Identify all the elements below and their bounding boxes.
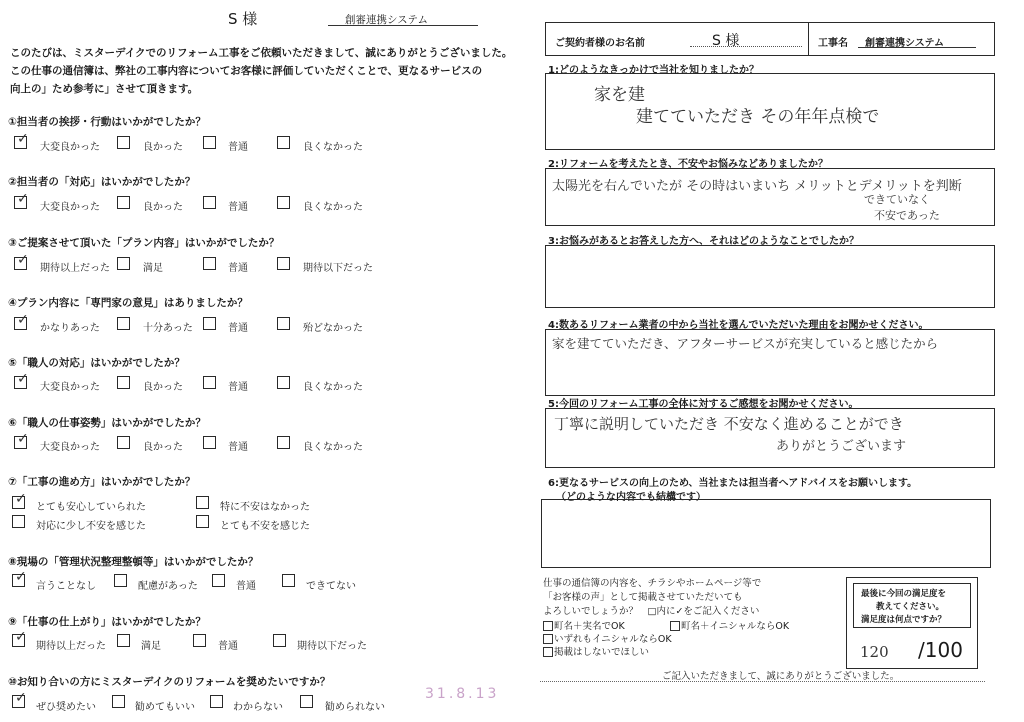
answer-2-line-1: 太陽光を右んでいたが その時はいまいち メリットとデメリットを判断 xyxy=(552,179,962,194)
score-value[interactable]: 120 xyxy=(860,643,889,661)
question-9: ⑨「仕事の仕上がり」はいかがでしたか？ xyxy=(8,616,206,628)
answer-5-line-2: ありがとうございます xyxy=(776,439,907,454)
right-question-6-line-2: （どのような内容でも結構です） xyxy=(556,492,706,503)
answer-box-4[interactable] xyxy=(545,329,995,396)
right-question-2: 2:リフォームを考えたとき、不安やお悩みなどありましたか？ xyxy=(548,159,829,170)
consent-line-1: 仕事の通信簿の内容を、チラシやホームページ等で xyxy=(543,578,762,589)
right-question-6-line-1: 6:更なるサービスの向上のため、当社または担当者へアドバイスをお願いします。 xyxy=(548,478,918,489)
q7-option-2: 特に不安はなかった xyxy=(220,502,310,513)
q8-option-1: 言うことなし xyxy=(36,581,96,592)
q10-option-1: ぜひ奨めたい xyxy=(36,702,96,713)
q8-checkbox-1[interactable] xyxy=(12,569,27,587)
score-max: /100 xyxy=(918,638,963,662)
q2-option-1: 大変良かった xyxy=(40,202,100,213)
q1-checkbox-2[interactable] xyxy=(117,136,130,149)
check-mark-icon: ✓ xyxy=(17,312,29,328)
q5-checkbox-3[interactable] xyxy=(203,376,216,389)
q4-checkbox-2[interactable] xyxy=(117,317,130,330)
q10-option-4: 勧められない xyxy=(325,702,385,713)
q5-option-4: 良くなかった xyxy=(303,382,363,393)
right-question-5: 5:今回のリフォーム工事の全体に対するご感想をお聞かせください。 xyxy=(548,399,859,410)
q10-checkbox-1[interactable] xyxy=(12,690,27,708)
q3-option-4: 期待以下だった xyxy=(303,263,373,274)
footer-line xyxy=(540,681,985,682)
answer-box-3[interactable] xyxy=(545,245,995,308)
q2-checkbox-1[interactable] xyxy=(14,191,29,209)
q9-checkbox-1[interactable] xyxy=(12,629,27,647)
q3-checkbox-3[interactable] xyxy=(203,257,216,270)
q9-option-3: 普通 xyxy=(218,641,238,652)
consent-checkbox-1[interactable] xyxy=(543,621,553,631)
q1-option-2: 良かった xyxy=(143,142,183,153)
question-8: ⑧現場の「管理状況整理整頓等」はいかがでしたか？ xyxy=(8,556,259,568)
right-customer-name: S 様 xyxy=(712,33,740,49)
answer-2-line-3: 不安であった xyxy=(874,209,940,222)
answer-box-5[interactable] xyxy=(545,408,995,468)
q7-checkbox-4[interactable] xyxy=(196,515,209,528)
q7-checkbox-1[interactable] xyxy=(12,491,27,509)
check-mark-icon: ✓ xyxy=(17,191,29,207)
answer-2-line-2: できていなく xyxy=(864,193,930,206)
q3-option-2: 満足 xyxy=(143,263,163,274)
q8-option-3: 普通 xyxy=(236,581,256,592)
question-7: ⑦「工事の進め方」はいかがでしたか？ xyxy=(8,476,196,488)
score-prompt-1: 最後に今回の満足度を xyxy=(861,589,947,599)
q1-checkbox-1[interactable] xyxy=(14,131,29,149)
q8-checkbox-3[interactable] xyxy=(212,574,225,587)
q1-option-4: 良くなかった xyxy=(303,142,363,153)
name-underline xyxy=(690,46,802,47)
q5-checkbox-4[interactable] xyxy=(277,376,290,389)
q6-option-3: 普通 xyxy=(228,442,248,453)
footer-thanks: ご記入いただきまして、誠にありがとうございました。 xyxy=(662,671,900,682)
company-name: 創審連携システム xyxy=(345,14,428,26)
header-divider xyxy=(808,22,809,56)
answer-box-2[interactable] xyxy=(545,168,995,226)
q3-option-1: 期待以上だった xyxy=(40,263,110,274)
q1-option-3: 普通 xyxy=(228,142,248,153)
q2-checkbox-2[interactable] xyxy=(117,196,130,209)
q4-option-4: 殆どなかった xyxy=(303,323,363,334)
right-question-1: 1:どのようなきっかけで当社を知りましたか？ xyxy=(548,65,759,76)
score-prompt-3: 満足度は何点ですか？ xyxy=(861,615,947,625)
q3-checkbox-2[interactable] xyxy=(117,257,130,270)
q1-checkbox-3[interactable] xyxy=(203,136,216,149)
q2-checkbox-4[interactable] xyxy=(277,196,290,209)
q1-option-1: 大変良かった xyxy=(40,142,100,153)
q7-option-3: 対応に少し不安を感じた xyxy=(36,521,146,532)
right-question-4: 4:数あるリフォーム業者の中から当社を選んでいただいた理由をお聞かせください。 xyxy=(548,320,929,331)
q7-checkbox-3[interactable] xyxy=(12,515,25,528)
project-label: 工事名 xyxy=(818,38,848,49)
answer-5-line-1: 丁寧に説明していただき 不安なく進めることができ xyxy=(554,415,904,433)
q8-option-2: 配慮があった xyxy=(138,581,198,592)
q9-option-2: 満足 xyxy=(141,641,161,652)
answer-4: 家を建てていただき、アフターサービスが充実していると感じたから xyxy=(552,336,939,351)
customer-label: ご契約者様のお名前 xyxy=(555,38,645,49)
check-mark-icon: ✓ xyxy=(15,491,27,507)
q9-checkbox-2[interactable] xyxy=(117,634,130,647)
score-prompt-2: 教えてください。 xyxy=(876,602,945,612)
q2-option-2: 良かった xyxy=(143,202,183,213)
q6-option-1: 大変良かった xyxy=(40,442,100,453)
question-4: ④プラン内容に「専門家の意見」はありましたか？ xyxy=(8,297,248,309)
q7-checkbox-2[interactable] xyxy=(196,496,209,509)
question-3: ③ご提案させて頂いた「プラン内容」はいかがでしたか？ xyxy=(8,237,280,249)
q6-checkbox-1[interactable] xyxy=(14,431,29,449)
question-2: ②担当者の「対応」はいかがでしたか？ xyxy=(8,176,196,188)
q5-option-3: 普通 xyxy=(228,382,248,393)
q3-checkbox-4[interactable] xyxy=(277,257,290,270)
q9-option-4: 期待以下だった xyxy=(297,641,367,652)
q4-option-3: 普通 xyxy=(228,323,248,334)
consent-checkbox-4[interactable] xyxy=(543,647,553,657)
q2-option-4: 良くなかった xyxy=(303,202,363,213)
check-mark-icon: ✓ xyxy=(15,569,27,585)
intro-line-3: 向上の」ため参考に」させて頂きます。 xyxy=(10,83,199,95)
q1-checkbox-4[interactable] xyxy=(277,136,290,149)
q3-checkbox-1[interactable] xyxy=(14,252,29,270)
project-underline xyxy=(858,47,976,48)
q4-option-1: かなりあった xyxy=(40,323,100,334)
check-mark-icon: ✓ xyxy=(17,371,29,387)
q10-checkbox-4[interactable] xyxy=(300,695,313,708)
q10-option-3: わからない xyxy=(233,702,283,713)
check-mark-icon: ✓ xyxy=(17,131,29,147)
intro-line-1: このたびは、ミスターデイクでのリフォーム工事をご依頼いただきまして、誠にありがとうございました。 xyxy=(10,47,513,59)
q8-option-4: できてない xyxy=(306,581,356,592)
question-1: ①担当者の挨拶・行動はいかがでしたか？ xyxy=(8,116,206,128)
consent-line-2: 「お客様の声」として掲載させていただいても xyxy=(543,592,743,603)
question-10: ⑩お知り合いの方にミスターデイクのリフォームを奨めたいですか？ xyxy=(8,676,331,688)
q10-checkbox-3[interactable] xyxy=(210,695,223,708)
q5-option-1: 大変良かった xyxy=(40,382,100,393)
question-5: ⑤「職人の対応」はいかがでしたか？ xyxy=(8,357,185,369)
q10-option-2: 勧めてもいい xyxy=(135,702,195,713)
consent-option-3: いずれもイニシャルならOK xyxy=(554,634,672,645)
check-mark-icon: ✓ xyxy=(17,252,29,268)
check-mark-icon: ✓ xyxy=(15,629,27,645)
q2-checkbox-3[interactable] xyxy=(203,196,216,209)
q8-checkbox-4[interactable] xyxy=(282,574,295,587)
question-6: ⑥「職人の仕事姿勢」はいかがでしたか？ xyxy=(8,417,206,429)
consent-option-1: 町名＋実名でOK xyxy=(554,621,625,632)
q9-option-1: 期待以上だった xyxy=(36,641,106,652)
q6-checkbox-4[interactable] xyxy=(277,436,290,449)
q4-checkbox-3[interactable] xyxy=(203,317,216,330)
consent-line-3: よろしいでしょうか？ □内に✓をご記入ください xyxy=(543,606,760,617)
q7-option-1: とても安心していられた xyxy=(36,502,146,513)
answer-box-1[interactable] xyxy=(545,73,995,150)
check-mark-icon: ✓ xyxy=(17,431,29,447)
q10-checkbox-2[interactable] xyxy=(112,695,125,708)
q2-option-3: 普通 xyxy=(228,202,248,213)
q6-option-4: 良くなかった xyxy=(303,442,363,453)
q3-option-3: 普通 xyxy=(228,263,248,274)
consent-option-4: 掲載はしないでほしい xyxy=(554,647,650,658)
q5-checkbox-1[interactable] xyxy=(14,371,29,389)
customer-name: S 様 xyxy=(228,10,258,28)
q8-checkbox-2[interactable] xyxy=(114,574,127,587)
q9-checkbox-3[interactable] xyxy=(193,634,206,647)
company-underline xyxy=(328,25,478,26)
check-mark-icon: ✓ xyxy=(15,690,27,706)
q6-checkbox-3[interactable] xyxy=(203,436,216,449)
q4-checkbox-4[interactable] xyxy=(277,317,290,330)
consent-checkbox-3[interactable] xyxy=(543,634,553,644)
answer-1-line-1: 家を建 xyxy=(594,85,645,105)
q9-checkbox-4[interactable] xyxy=(273,634,286,647)
answer-box-6[interactable] xyxy=(541,499,991,568)
answer-1-line-2: 建てていただき その年年点検で xyxy=(636,107,880,127)
consent-checkbox-2[interactable] xyxy=(670,621,680,631)
consent-option-2: 町名＋イニシャルならOK xyxy=(681,621,790,632)
q5-option-2: 良かった xyxy=(143,382,183,393)
date-stamp: 31.8.13 xyxy=(425,686,500,702)
right-question-3: 3:お悩みがあるとお答えした方へ、それはどのようなことでしたか？ xyxy=(548,236,859,247)
q4-option-2: 十分あった xyxy=(143,323,193,334)
q6-checkbox-2[interactable] xyxy=(117,436,130,449)
q7-option-4: とても不安を感じた xyxy=(220,521,310,532)
project-name: 創審連携システム xyxy=(865,38,944,49)
q5-checkbox-2[interactable] xyxy=(117,376,130,389)
q4-checkbox-1[interactable] xyxy=(14,312,29,330)
q6-option-2: 良かった xyxy=(143,442,183,453)
intro-line-2: この仕事の通信簿は、弊社の工事内容についてお客様に評価していただくことで、更なるサービスの xyxy=(10,65,483,77)
